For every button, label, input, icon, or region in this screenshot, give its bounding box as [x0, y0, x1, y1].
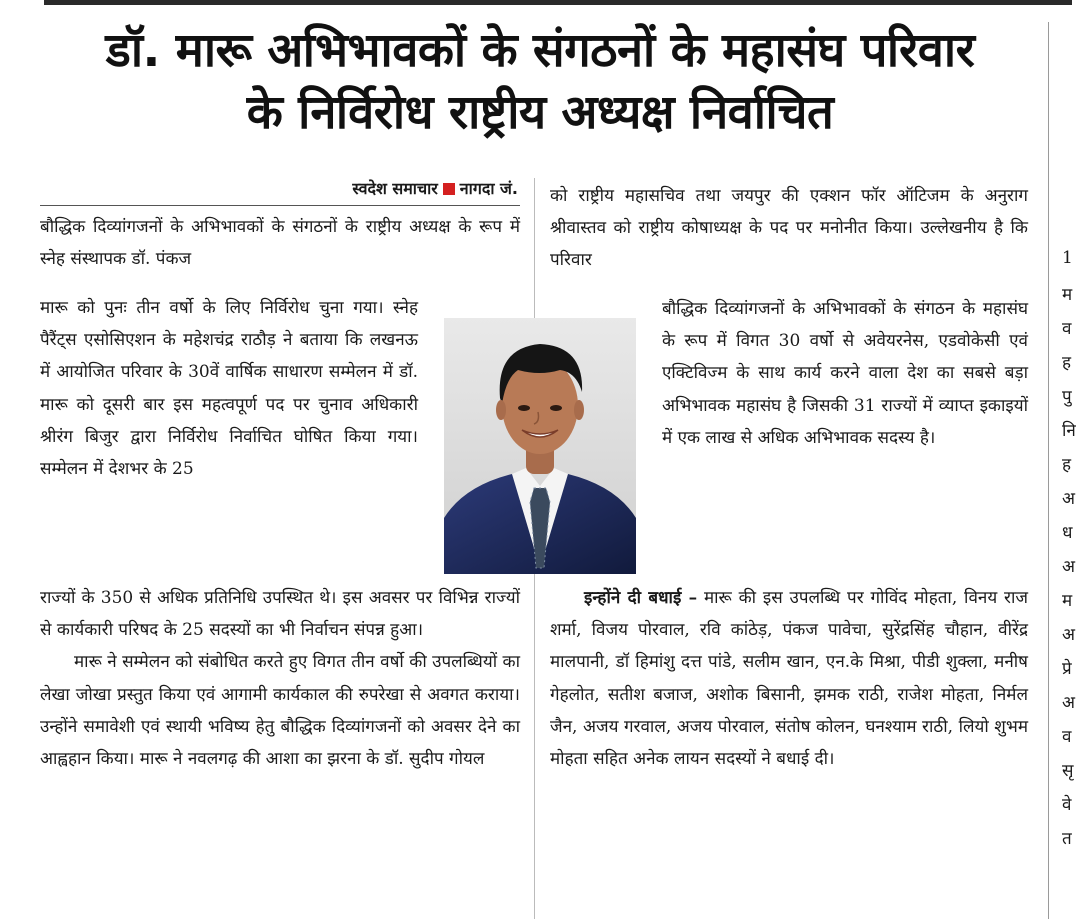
edge-glyph: अ: [1062, 557, 1075, 577]
next-column-edge: [1062, 248, 1076, 860]
col2-wrap-text: [662, 293, 1028, 454]
col2-top-text: [550, 180, 1028, 277]
col1-wrap-paragraph: मारू को पुनः तीन वर्षो के लिए निर्विरोध चुना गया। स्नेह पैरैंट्स एसोसिएशन के महेशचंद्र राठौड़ ने बताया कि लखनऊ में आयोजित परिवार के 30वें वार्षिक साधारण सम्मेलन में डॉ. मारू को दूसरी बार इस महत्वपूर्ण पद पर चुनाव अधिकारी श्रीरंग बिजुर द्वारा निर्विरोध निर्वाचित घोषित किया गया। सम्मेलन में देशभर के 25: [40, 298, 418, 480]
headline: [40, 20, 1040, 144]
edge-glyph: म: [1062, 285, 1073, 305]
col2-bottom-text: [550, 582, 1028, 775]
top-rule: [44, 0, 1072, 5]
edge-glyph: अ: [1062, 693, 1075, 713]
edge-glyph: व: [1062, 727, 1072, 747]
headline-line-1: डॉ. मारू अभिभावकों के संगठनों के महासंघ परिवार: [105, 23, 975, 78]
col1-wrap-text: [40, 292, 418, 485]
edge-glyph: सृ: [1062, 761, 1074, 781]
edge-glyph: व: [1062, 319, 1072, 339]
col1-after-photo-paragraph: राज्यों के 350 से अधिक प्रतिनिधि उपस्थित थे। इस अवसर पर विभिन्न राज्यों से कार्यकारी परिषद के 25 सदस्यों का भी निर्वाचन संपन्न हुआ।: [40, 588, 520, 641]
dateline-rule: [40, 205, 520, 206]
dateline: [40, 178, 518, 200]
col1-bottom-text: [40, 582, 520, 775]
col1-second-paragraph: मारू ने सम्मेलन को संबोधित करते हुए विगत तीन वर्षो की उपलब्धियों का लेखा जोखा प्रस्तुत किया एवं आगामी कार्यकाल की रुपरेखा से अवगत कराया। उन्होंने समावेशी एवं स्थायी भविष्य हेतु बौद्धिक दिव्यांगजनों को अवसर देने का आह्वहान किया। मारू ने नवलगढ़ की आशा का झरना के डॉ. सुदीप गोयल: [40, 652, 520, 770]
congrats-paragraph: [550, 582, 1028, 775]
col1-top-text: [40, 211, 520, 275]
edge-glyph: अ: [1062, 489, 1075, 509]
congrats-heading: इन्होंने दी बधाई –: [584, 588, 698, 608]
headline-line-2: के निर्विरोध राष्ट्रीय अध्यक्ष निर्वाचित: [246, 85, 834, 140]
congrats-text: मारू की इस उपलब्धि पर गोविंद मोहता, विनय राज शर्मा, विजय पोरवाल, रवि कांठेड़, पंकज पावेचा, सुरेंद्रसिंह चौहान, वीरेंद्र मालपानी, डॉ हिमांशु दत्त पांडे, सलीम खान, एन.के मिश्रा, पीडी शुक्ला, मनीष गेहलोत, सतीश बजाज, अशोक बिसानी, झमक राठी, राजेश मोहता, निर्मल जैन, अजय गरवाल, अजय पोरवाल, संतोष कोलन, घनश्याम राठी, लियो शुभम मोहता सहित अनेक लायन सदस्यों ने बधाई दी।: [550, 588, 1028, 770]
edge-glyph: वे: [1062, 795, 1072, 815]
col2-wrap-paragraph: बौद्धिक दिव्यांगजनों के अभिभावकों के संगठन के महासंघ के रूप में विगत 30 वर्षो से अवेयरनेस, एडवोकेसी एवं एक्टिविज्म के साथ कार्य करने वाला देश का सबसे बड़ा अभिभावक महासंघ है जिसकी 31 राज्यों में व्याप्त इकाइयों में एक लाख से अधिक अभिभावक सदस्य है।: [662, 299, 1028, 448]
edge-glyph: त: [1062, 829, 1072, 849]
edge-glyph: अ: [1062, 625, 1075, 645]
portrait-photo-icon: [444, 318, 636, 574]
edge-glyph: प्रे: [1062, 659, 1072, 679]
edge-glyph: म: [1062, 591, 1073, 611]
dateline-source: स्वदेश समाचार: [352, 179, 438, 198]
edge-glyph: ध: [1062, 523, 1073, 543]
edge-glyph: 1: [1062, 248, 1073, 268]
column-divider-right: [1048, 22, 1049, 919]
dateline-place: नागदा जं.: [459, 179, 518, 198]
red-square-icon: [443, 183, 455, 195]
portrait-photo: [444, 318, 636, 574]
edge-glyph: ह: [1062, 455, 1072, 475]
col2-top-paragraph: को राष्ट्रीय महासचिव तथा जयपुर की एक्शन फॉर ऑटिजम के अनुराग श्रीवास्तव को राष्ट्रीय कोषाध्यक्ष के पद पर मनोनीत किया। उल्लेखनीय है कि परिवार: [550, 186, 1028, 271]
col1-top-paragraph: बौद्धिक दिव्यांगजनों के अभिभावकों के संगठनों के राष्ट्रीय अध्यक्ष के रूप में स्नेह संस्थापक डॉ. पंकज: [40, 217, 520, 270]
edge-glyph: ह: [1062, 353, 1072, 373]
edge-glyph: पु: [1062, 387, 1072, 407]
edge-glyph: नि: [1062, 421, 1076, 441]
